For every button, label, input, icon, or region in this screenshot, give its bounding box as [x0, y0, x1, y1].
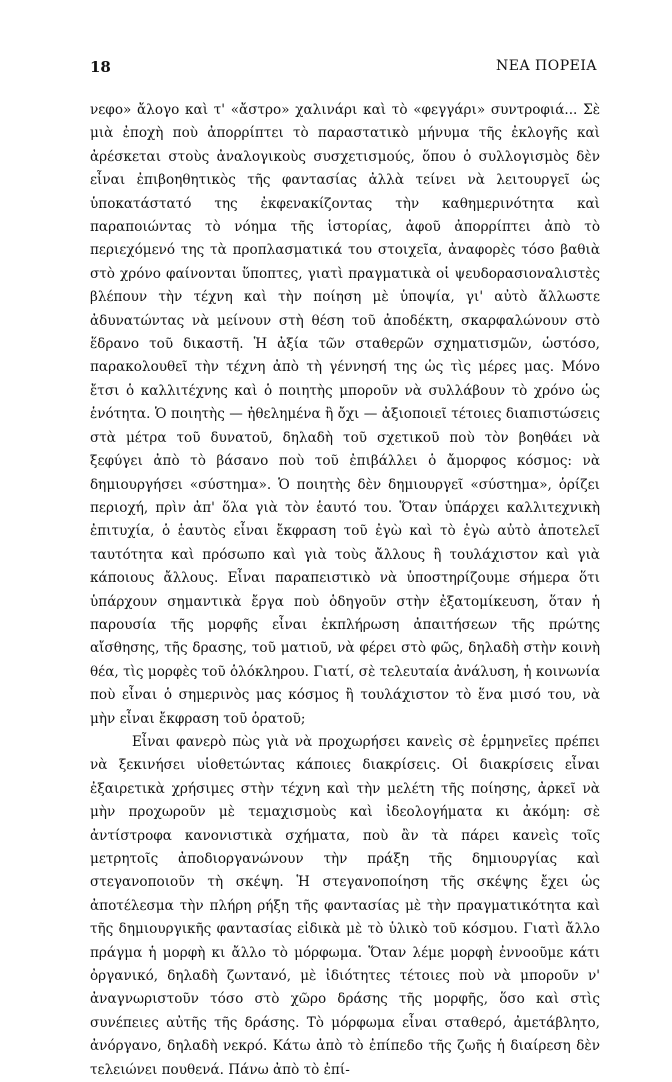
running-title: ΝΕΑ ΠΟΡΕΙΑ — [496, 58, 597, 74]
paragraph: νεφο» ἄλογο καὶ τ' «ἄστρο» χαλινάρι καὶ τὸ «φεγγάρι» συντροφιά... Σὲ μιὰ ἐποχὴ ποὺ ἀπορρίπτει τὸ παραστατικὸ μήνυμα τῆς ἐκλογῆς καὶ ἀρέσκεται στοὺς ἀναλογικοὺς συσχετισμούς, ὅπου ὁ συλλογισμὸς δὲν εἶναι ἐπιβοηθητικὸς τῆς φαντασίας ἀλλὰ τείνει νὰ λειτουργεῖ ὡς ὑποκατάστατό της ἐκφενακίζοντας τὴν καθημερινότητα καὶ παραποιώντας τὸ νόημα τῆς ἱστορίας, ἀφοῦ ἀπορρίπτει ἀπὸ τὸ περιεχόμενό της τὰ προπλασματικά του στοιχεῖα, ἀναφορὲς τόσο βαθιὰ στὸ χρόνο φαίνονται ὕποπτες, γιατὶ πραγματικὰ οἱ ψευδορασιοναλιστὲς βλέπουν τὴν τέχνη καὶ τὴν ποίηση μὲ ὑποψία, γι' αὐτὸ ἄλλωστε ἀδυνατώντας νὰ μείνουν στὴ θέση τοῦ ἀποδέκτη, σκαρφαλώνουν στὸ ἕδρανο τοῦ δικαστῆ. Ἡ ἀξία τῶν σταθερῶν σχηματισμῶν, ὡστόσο, παρακολουθεῖ τὴν τέχνη ἀπὸ τὴ γέννησή της ὡς τὶς μέρες μας. Μόνο ἔτσι ὁ καλλιτέχνης καὶ ὁ ποιητὴς μποροῦν νὰ συλλάβουν τὸ χρόνο ὡς ἑνότητα. Ὁ ποιητὴς — ἠθελημένα ἢ ὄχι — ἀξιοποιεῖ τέτοιες διαπιστώσεις στὰ μέτρα τοῦ δυνατοῦ, δηλαδὴ τοῦ σχετικοῦ ποὺ τὸν βοηθάει νὰ ξεφύγει ἀπὸ τὸ βάσανο ποὺ τοῦ ἐπιβάλλει ὁ ἄμορφος κόσμος: νὰ δημιουργήσει «σύστημα». Ὁ ποιητὴς δὲν δημιουργεῖ «σύστημα», ὁρίζει περιοχή, πρὶν ἀπ' ὅλα γιὰ τὸν ἑαυτό του. Ὅταν ὑπάρχει καλλιτεχνικὴ ἐπιτυχία, ὁ ἑαυτὸς εἶναι ἔκφραση τοῦ ἐγὼ καὶ τὸ ἐγὼ αὐτὸ ἀποτελεῖ ταυτότητα καὶ πρόσωπο καὶ γιὰ τοὺς ἄλλους ἢ τουλάχιστον καὶ γιὰ κάποιους ἄλλους. Εἶναι παραπειστικὸ νὰ ὑποστηρίζουμε σήμερα ὅτι ὑπάρχουν σημαντικὰ ἔργα ποὺ ὁδηγοῦν στὴν ἐξατομίκευση, ὅταν ἡ παρουσία τῆς μορφῆς εἶναι ἐκπλήρωση ἀπαιτήσεων τῆς πρώτης αἴσθησης, τῆς δρασης, τοῦ ματιοῦ, νὰ φέρει στὸ φῶς, δηλαδὴ στὴν κοινὴ θέα, τὶς μορφὲς τοῦ ὁλόκληρου. Γιατί, σὲ τελευταία ἀνάλυση, ἡ κοινωνία ποὺ εἶναι ὁ σημερινὸς μας κόσμος ἢ τουλάχιστον τὸ ἕνα μισό του, νὰ μὴν εἶναι ἔκφραση τοῦ ὁρατοῦ; — [90, 102, 600, 727]
paragraph: Εἶναι φανερὸ πὼς γιὰ νὰ προχωρήσει κανεὶς σὲ ἑρμηνεῖες πρέπει νὰ ξεκινήσει υἱοθετώντας κάποιες διακρίσεις. Οἱ διακρίσεις εἶναι ἐξαιρετικὰ χρήσιμες στὴν τέχνη καὶ τὴν μελέτη τῆς ποίησης, ἀρκεῖ νὰ μὴν προχωροῦν μὲ τεμαχισμοὺς καὶ ἰδεολογήματα κι ἀκόμη: σὲ ἀντίστροφα κανονιστικὰ σχήματα, ποὺ ἂν τὰ πάρει κανεὶς τοῖς μετρητοῖς ἀποδιοργανώνουν τὴν πράξη τῆς δημιουργίας καὶ στεγανοποιοῦν τὴ σκέψη. Ἡ στεγανοποίηση τῆς σκέψης ἔχει ὡς ἀποτέλεσμα τὴν πλήρη ρήξη τῆς φαντασίας μὲ τὴν πραγματικότητα καὶ τῆς δημιουργικῆς φαντασίας εἰδικὰ μὲ τὸ ὑλικὸ τοῦ κόσμου. Γιατὶ ἄλλο πράγμα ἡ μορφὴ κι ἄλλο τὸ μόρφωμα. Ὅταν λέμε μορφὴ ἐννοοῦμε κάτι ὀργανικό, δηλαδὴ ζωντανό, μὲ ἰδιότητες τέτοιες ποὺ νὰ μποροῦν ν' ἀναγνωριστοῦν τόσο στὸ χῶρο δράσης τῆς μορφῆς, ὅσο καὶ στὶς συνέπειες αὐτῆς τῆς δράσης. Τὸ μόρφωμα εἶναι σταθερό, ἀμετάβλητο, ἀνόργανο, δηλαδὴ νεκρό. Κάτω ἀπὸ τὸ ἐπίπεδο τῆς ζωῆς ἡ διαίρεση δὲν τελειώνει πουθενά. Πάνω ἀπὸ τὸ ἐπί- — [90, 733, 600, 1078]
page-header — [90, 58, 597, 80]
body-text — [90, 99, 600, 1082]
page-number: 18 — [90, 58, 111, 76]
